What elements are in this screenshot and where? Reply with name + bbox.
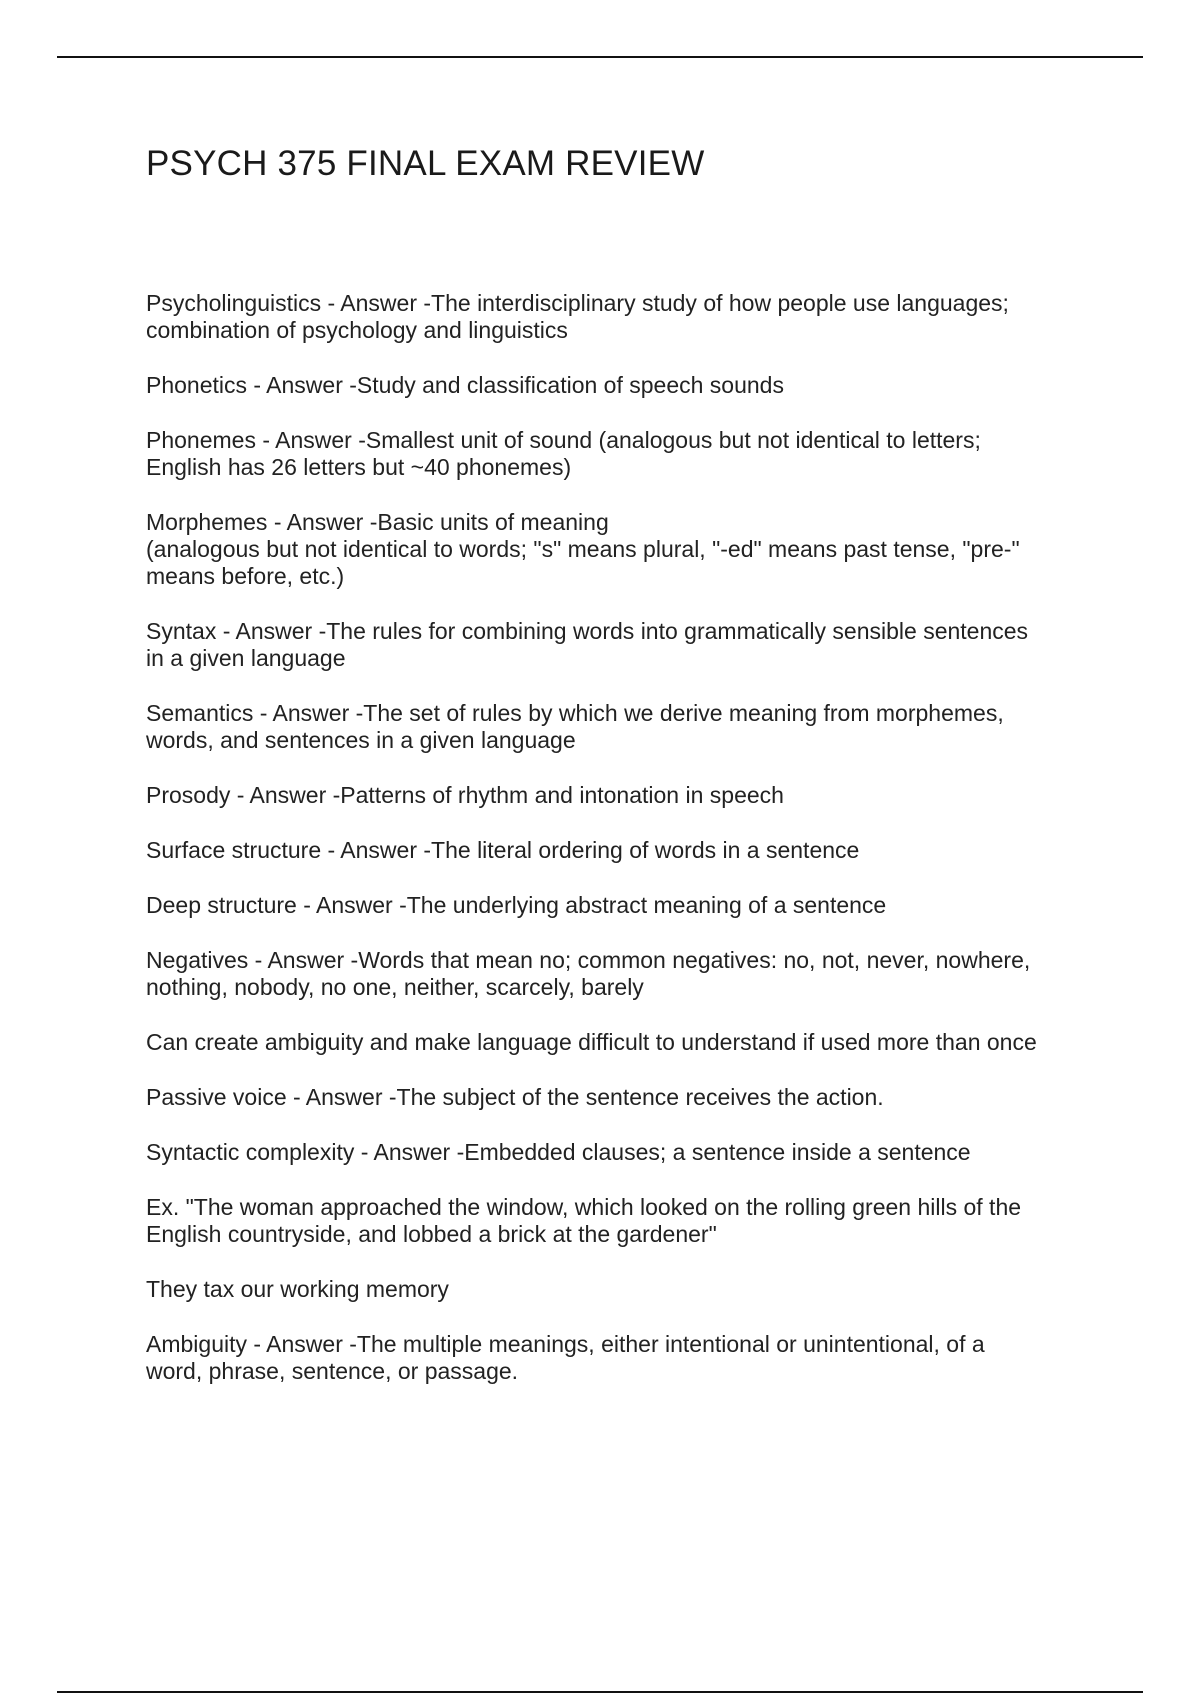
example-syntactic-complexity: Ex. "The woman approached the window, which looked on the rolling green hills of the English countryside, and lobbed a brick at the gardener" <box>146 1194 1022 1247</box>
entry-psycholinguistics: Psycholinguistics - Answer -The interdisciplinary study of how people use languages; combination of psychology and linguistics <box>146 290 1009 343</box>
entry-phonetics: Phonetics - Answer -Study and classification of speech sounds <box>146 372 784 398</box>
entry-surface-structure: Surface structure - Answer -The literal ordering of words in a sentence <box>146 837 860 863</box>
entry-phonemes: Phonemes - Answer -Smallest unit of sound (analogous but not identical to letters; English has 26 letters but ~40 phonemes) <box>146 427 981 480</box>
qa-list <box>146 290 1096 1413</box>
entry-morphemes: Morphemes - Answer -Basic units of meaning (analogous but not identical to words; "s" means plural, "-ed" means past tense, "pre-" means before, etc.) <box>146 509 1020 589</box>
entry-deep-structure: Deep structure - Answer -The underlying abstract meaning of a sentence <box>146 892 887 918</box>
top-divider <box>57 56 1143 58</box>
bottom-divider <box>57 1691 1143 1693</box>
entry-ambiguity: Ambiguity - Answer -The multiple meanings, either intentional or unintentional, of a word, phrase, sentence, or passage. <box>146 1331 985 1384</box>
note-working-memory: They tax our working memory <box>146 1276 449 1302</box>
page-title: PSYCH 375 FINAL EXAM REVIEW <box>146 144 705 183</box>
entry-semantics: Semantics - Answer -The set of rules by which we derive meaning from morphemes, words, and sentences in a given language <box>146 700 1004 753</box>
entry-syntax: Syntax - Answer -The rules for combining words into grammatically sensible sentences in a given language <box>146 618 1029 671</box>
entry-negatives: Negatives - Answer -Words that mean no; common negatives: no, not, never, nowhere, nothing, nobody, no one, neither, scarcely, barely <box>146 947 1031 1000</box>
entry-passive-voice: Passive voice - Answer -The subject of the sentence receives the action. <box>146 1084 884 1110</box>
entry-syntactic-complexity: Syntactic complexity - Answer -Embedded clauses; a sentence inside a sentence <box>146 1139 971 1165</box>
entry-prosody: Prosody - Answer -Patterns of rhythm and intonation in speech <box>146 782 784 808</box>
note-negatives: Can create ambiguity and make language difficult to understand if used more than once <box>146 1029 1037 1055</box>
